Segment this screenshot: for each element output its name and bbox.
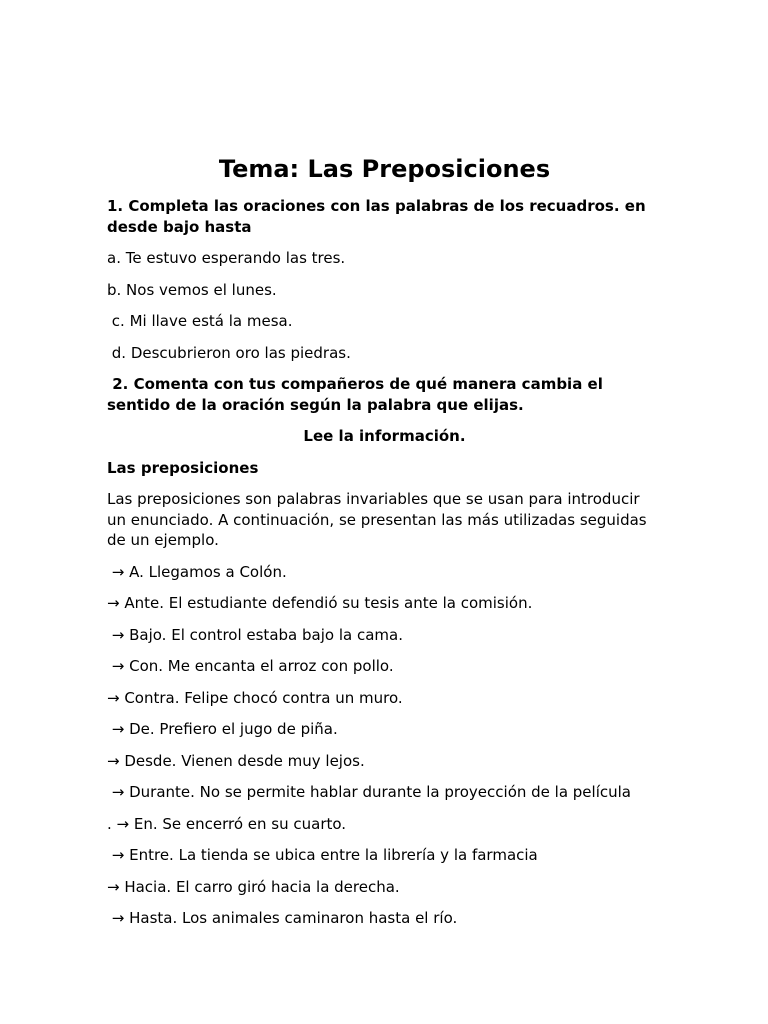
exercise-2-instruction: 2. Comenta con tus compañeros de qué manera cambia el sentido de la oración según la palabra que elijas. <box>107 375 609 414</box>
example-a: → A. Llegamos a Colón. <box>107 562 287 581</box>
example-en: . → En. Se encerró en su cuarto. <box>107 814 347 833</box>
exercise-1-item-c: c. Mi llave está la mesa. <box>107 312 293 330</box>
read-info-heading: Lee la información. <box>303 427 466 445</box>
exercise-1-item-b: b. Nos vemos el lunes. <box>107 280 277 299</box>
section-heading: Las preposiciones <box>107 458 259 477</box>
example-hacia: → Hacia. El carro giró hacia la derecha. <box>107 877 400 896</box>
example-durante: → Durante. No se permite hablar durante la proyección de la película <box>107 783 631 801</box>
example-contra: → Contra. Felipe chocó contra un muro. <box>107 688 403 707</box>
document-page <box>107 150 662 929</box>
intro-paragraph: Las preposiciones son palabras invariables que se usan para introducir un enunciado. A continuación, se presentan las más utilizadas seguidas de un ejemplo. <box>107 490 652 549</box>
exercise-1-item-a: a. Te estuvo esperando las tres. <box>107 249 346 267</box>
example-desde: → Desde. Vienen desde muy lejos. <box>107 751 365 770</box>
example-con: → Con. Me encanta el arroz con pollo. <box>107 657 394 675</box>
example-ante: → Ante. El estudiante defendió su tesis ante la comisión. <box>107 594 533 612</box>
document-title: Tema: Las Preposiciones <box>218 155 551 183</box>
example-hasta: → Hasta. Los animales caminaron hasta el río. <box>107 909 458 927</box>
example-de: → De. Prefiero el jugo de piña. <box>107 720 338 738</box>
exercise-1-instruction: 1. Completa las oraciones con las palabras de los recuadros. en desde bajo hasta <box>107 197 651 236</box>
exercise-1-item-d: d. Descubrieron oro las piedras. <box>107 343 351 362</box>
example-entre: → Entre. La tienda se ubica entre la librería y la farmacia <box>107 846 538 864</box>
example-bajo: → Bajo. El control estaba bajo la cama. <box>107 625 403 644</box>
